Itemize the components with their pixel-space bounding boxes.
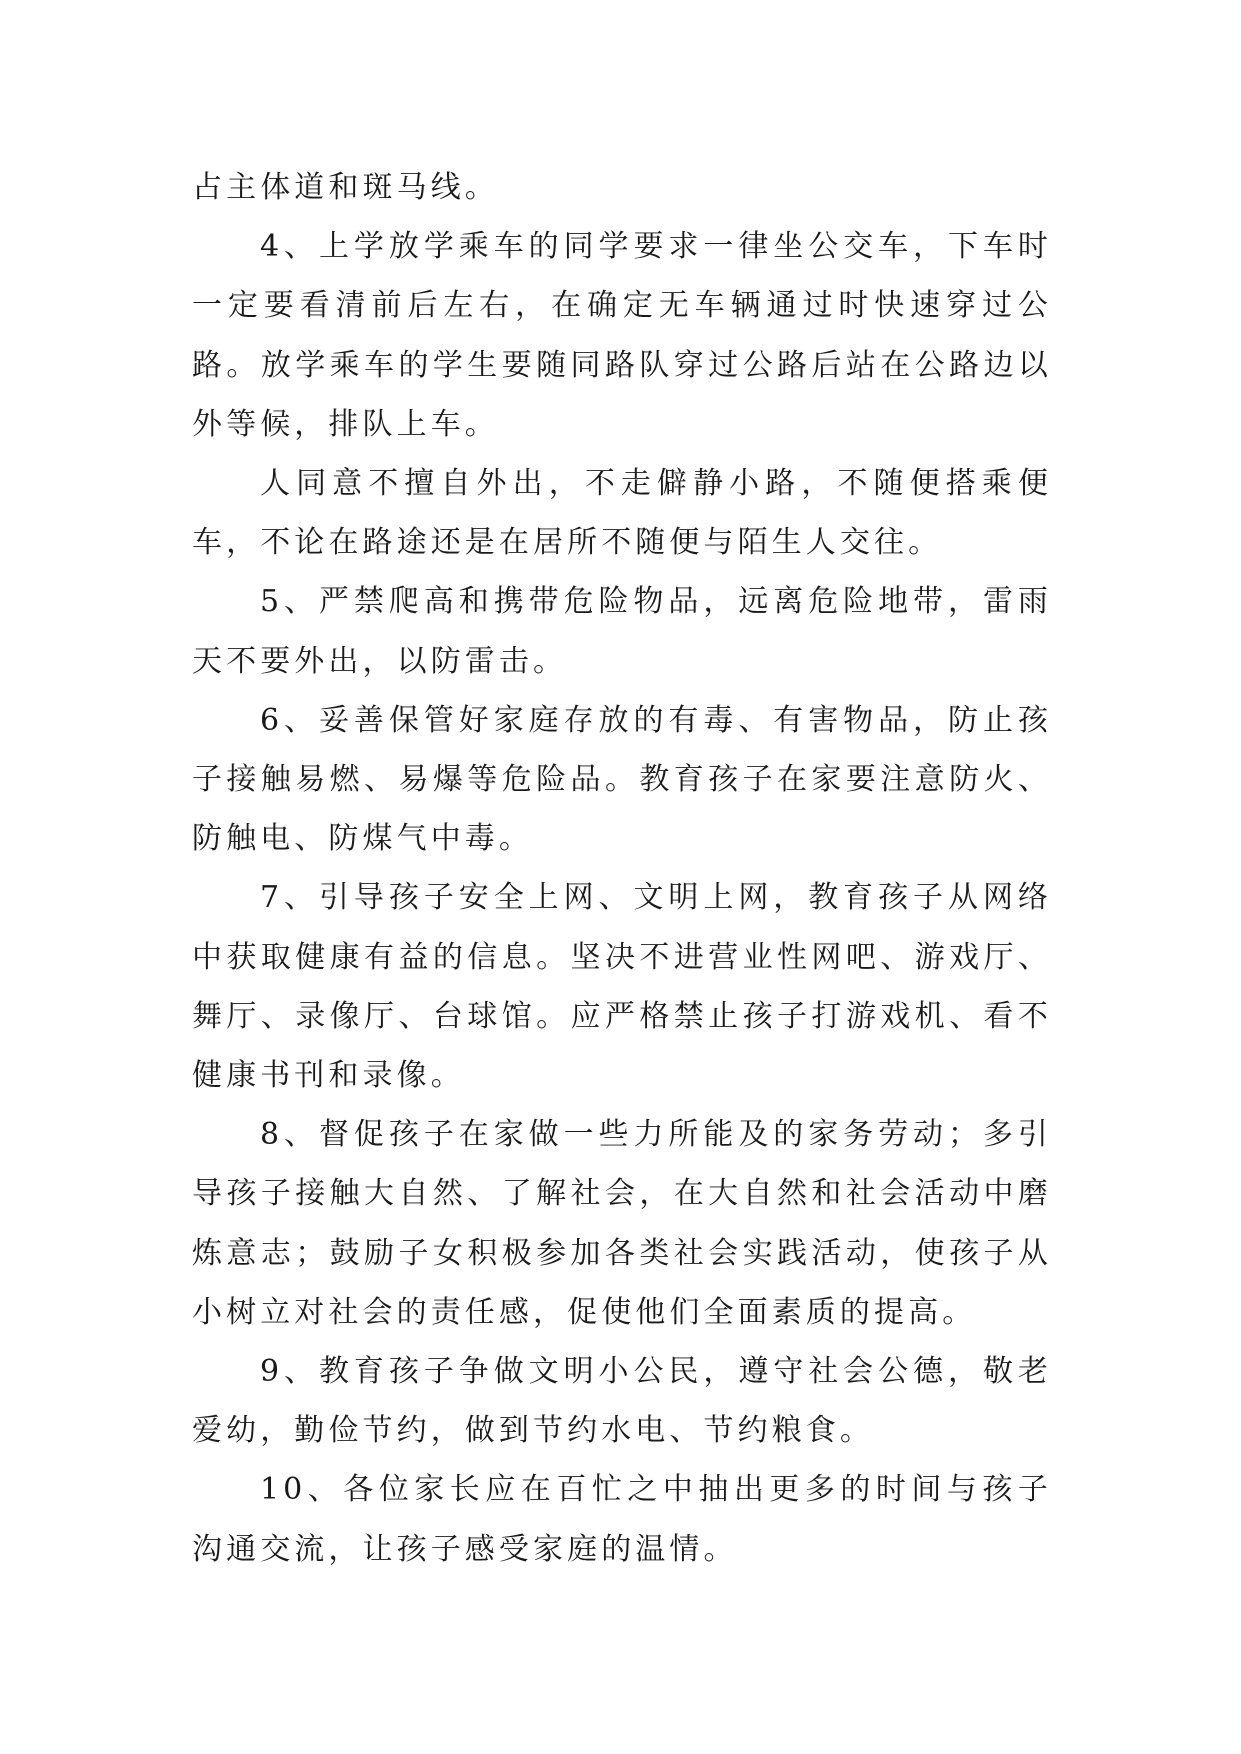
document-body: [192, 158, 1052, 1579]
paragraph-continuation: 占主体道和斑马线。: [192, 170, 499, 205]
paragraph-item-6: 6、妥善保管好家庭存放的有毒、有害物品，防止孩子接触易燃、易爆等危险品。教育孩子在家要注意防火、防触电、防煤气中毒。: [192, 702, 1052, 857]
paragraph-stranger-safety: 人同意不擅自外出，不走僻静小路，不随便搭乘便车，不论在路途还是在居所不随便与陌生人交往。: [192, 466, 1052, 561]
paragraph-item-10: 10、各位家长应在百忙之中抽出更多的时间与孩子沟通交流，让孩子感受家庭的温情。: [192, 1472, 1052, 1567]
paragraph-item-5: 5、严禁爬高和携带危险物品，远离危险地带，雷雨天不要外出，以防雷击。: [192, 584, 1052, 679]
paragraph-item-9: 9、教育孩子争做文明小公民，遵守社会公德，敬老爱幼，勤俭节约，做到节约水电、节约粮食。: [192, 1354, 1052, 1449]
paragraph-item-8: 8、督促孩子在家做一些力所能及的家务劳动；多引导孩子接触大自然、了解社会，在大自然和社会活动中磨炼意志；鼓励子女积极参加各类社会实践活动，使孩子从小树立对社会的责任感，促使他们全面素质的提高。: [192, 1117, 1052, 1330]
paragraph-item-4: 4、上学放学乘车的同学要求一律坐公交车，下车时一定要看清前后左右，在确定无车辆通过时快速穿过公路。放学乘车的学生要随同路队穿过公路后站在公路边以外等候，排队上车。: [192, 229, 1052, 442]
paragraph-item-7: 7、引导孩子安全上网、文明上网，教育孩子从网络中获取健康有益的信息。坚决不进营业性网吧、游戏厅、舞厅、录像厅、台球馆。应严格禁止孩子打游戏机、看不健康书刊和录像。: [192, 880, 1052, 1094]
